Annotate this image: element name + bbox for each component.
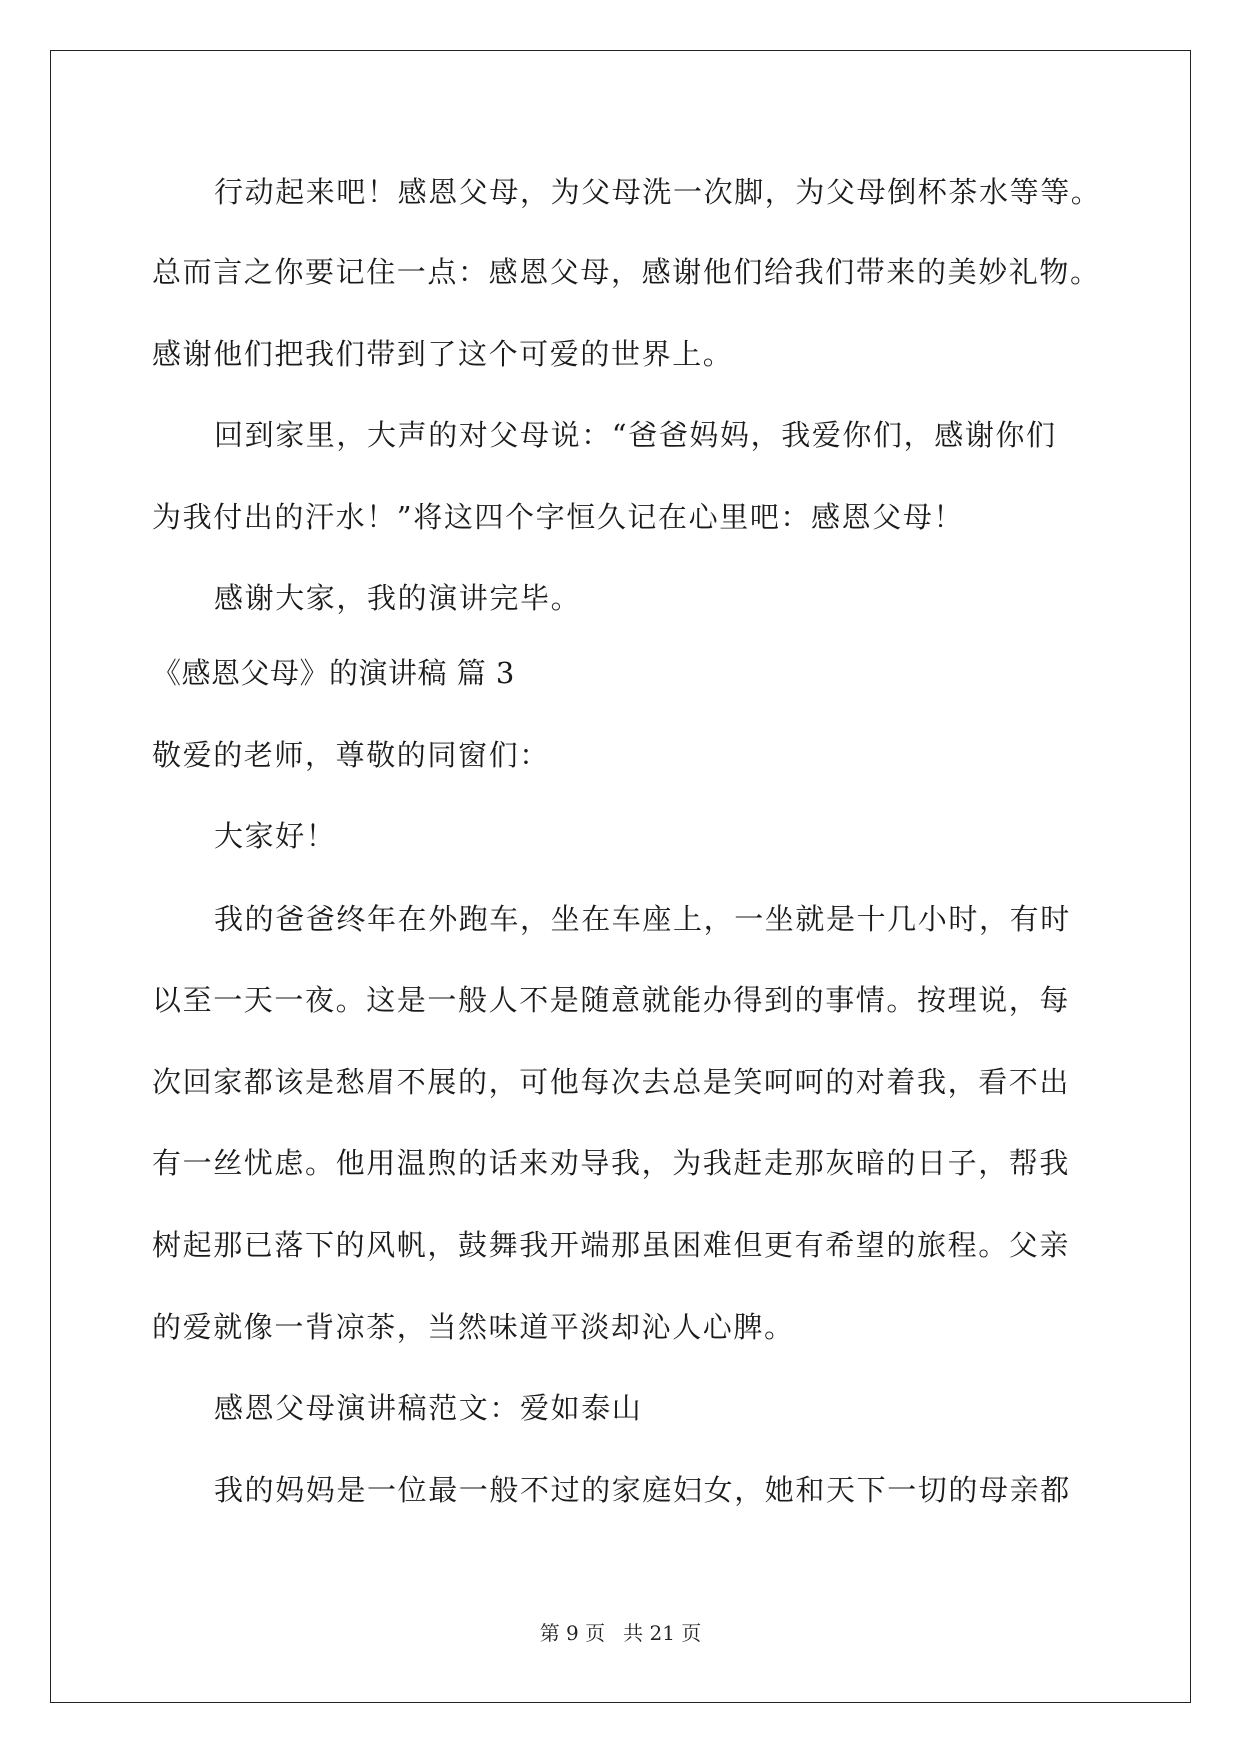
paragraph-line: 树起那已落下的风帆，鼓舞我开端那虽困难但更有希望的旅程。父亲 xyxy=(152,1228,1071,1262)
page-total: 共 21 页 xyxy=(623,1621,702,1645)
paragraph-line: 以至一天一夜。这是一般人不是随意就能办得到的事情。按理说，每 xyxy=(152,983,1071,1017)
greeting: 大家好！ xyxy=(214,819,337,853)
page-number: 第 9 页 xyxy=(539,1621,606,1645)
paragraph-line: 回到家里，大声的对父母说：“爸爸妈妈，我爱你们，感谢你们 xyxy=(214,418,1057,452)
page-border xyxy=(50,50,1191,1703)
paragraph-line: 的爱就像一背凉茶，当然味道平淡却沁人心脾。 xyxy=(152,1310,795,1344)
paragraph-line: 为我付出的汗水！”将这四个字恒久记在心里吧：感恩父母！ xyxy=(152,500,965,534)
paragraph-line: 感谢大家，我的演讲完毕。 xyxy=(214,581,582,615)
salutation: 敬爱的老师，尊敬的同窗们： xyxy=(152,738,550,772)
paragraph-line: 我的爸爸终年在外跑车，坐在车座上，一坐就是十几小时，有时 xyxy=(214,902,1071,936)
paragraph-line: 我的妈妈是一位最一般不过的家庭妇女，她和天下一切的母亲都 xyxy=(214,1473,1071,1507)
subheading-line: 感恩父母演讲稿范文：爱如泰山 xyxy=(214,1391,643,1425)
paragraph-line: 行动起来吧！感恩父母，为父母洗一次脚，为父母倒杯茶水等等。 xyxy=(214,175,1102,209)
section-heading: 《感恩父母》的演讲稿 篇 3 xyxy=(152,656,515,690)
paragraph-line: 总而言之你要记住一点：感恩父母，感谢他们给我们带来的美妙礼物。 xyxy=(152,255,1101,289)
page-footer xyxy=(0,1620,1241,1646)
paragraph-line: 感谢他们把我们带到了这个可爱的世界上。 xyxy=(152,337,734,371)
paragraph-line: 次回家都该是愁眉不展的，可他每次去总是笑呵呵的对着我，看不出 xyxy=(152,1065,1071,1099)
paragraph-line: 有一丝忧虑。他用温煦的话来劝导我，为我赶走那灰暗的日子，帮我 xyxy=(152,1146,1071,1180)
